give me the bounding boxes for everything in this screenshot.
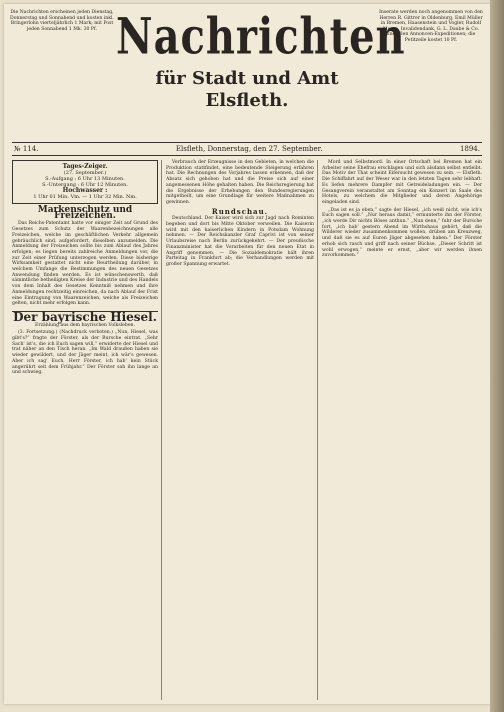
calendar-heading: Tages-Zeiger.	[62, 163, 108, 170]
dateline	[12, 142, 482, 156]
book-spine	[490, 0, 504, 712]
newspaper-subtitle: für Stadt und Amt Elsfleth.	[155, 68, 339, 111]
article-text: Verbrauch der Erzeugnisse in den Gebieten, in welchen die Produktion stattfindet, eine bedeutende Steigerung erfahren hat. Die Rechnungen des Vorjahres lassen erkennen, daß der Absatz sich gehoben hat und die Preise sich auf einer angemessenen Höhe gehalten haben. Die Reichsregierung hat die Ergebnisse der Erhebungen den Bundesregierungen mitgetheilt, um eine Grundlage für weitere Maßnahmen zu gewinnen.	[166, 160, 314, 205]
masthead	[116, 7, 406, 112]
serial-title: Der bayrische Hiesel.	[13, 309, 157, 324]
article-text: Mord und Selbstmord. In einer Ortschaft bei Bremen hat ein Arbeiter seine Ehefrau erschlagen und sich alsdann selbst entleibt. Das Motiv der That scheint Eifersucht gewesen zu sein. — Elsfleth. Die Schiffahrt auf der Weser war in den letzten Tagen sehr lebhaft. Es liefen mehrere Dampfer mit Getreideladungen ein. — Der Gesangverein veranstaltet am Sonntag ein Konzert im Saale des Hotels, zu welchem die Mitglieder und deren Angehörige eingeladen sind.	[322, 160, 482, 205]
calendar-date: (27. September.)	[63, 170, 107, 176]
tide-text: 1 Uhr 01 Min. Vm. — 1 Uhr 32 Min. Nm.	[33, 194, 137, 200]
sunset-text: S.-Untergang : 6 Uhr 12 Minuten.	[42, 182, 128, 188]
serial-text: „Das ist es ja eben,“ sagte der Hiesel, „ich weiß nicht, wie ich's Euch sagen soll.“ „Nur heraus damit,“ ermunterte ihn der Förster, „ich werde Dir nichts Böses anthun.“ „Nun denn,“ fuhr der Bursche fort, „ich hab' gestern Abend im Wirthshaus gehört, daß die Wilderer wieder zusammenkommen wollen, drüben am Kreuzweg, und daß sie es auf Euren Jäger abgesehen haben.“ Der Förster erhob sich rasch und griff nach seiner Büchse. „Dieser Schritt ist wohl erwogen,“ meinte er ernst, „aber wir werden ihnen zuvorkommen.“	[322, 207, 482, 259]
sunrise-text: S.-Aufgang : 6 Uhr 13 Minuten.	[45, 176, 125, 182]
subscription-info: Die Nachrichten erscheinen jeden Dienstag, Donnerstag und Sonnabend und kosten inkl. Bringerlohn vierteljährlich 1 Mark; mit Post jeden Sonnabend 1 Mk. 30 Pf.	[10, 10, 114, 32]
newspaper-title: Nachrichten	[116, 7, 406, 66]
tide-heading: Hochwasser :	[62, 187, 108, 194]
serial-text: (3. Fortsetzung.) (Nachdruck verboten.) „Nun, Hiesel, was gibt's?“ fragte der Förster, als der Bursche eintrat. „Sehr Sach' ist's, die ich Euch sagen will,“ erwiderte der Hiesel und trat näher an den Tisch heran. „Im Wald draußen haben sie wieder gewildert, und der Jäger meint, ich wär's gewesen. Aber ich sag' Euch, Herr Förster, ich hab' kein Stück angerührt seit dem Frühjahr.“ Der Förster sah ihn lange an und schwieg.	[12, 330, 158, 376]
article-text: Deutschland. Der Kaiser wird sich zur Jagd nach Rominten begeben und dort bis Mitte Oktober verweilen. Die Kaiserin wird mit den kaiserlichen Kindern in Potsdam Wohnung nehmen. — Der Reichskanzler Graf Caprivi ist von seiner Urlaubsreise nach Berlin zurückgekehrt. — Der preußische Finanzminister hat die Vorarbeiten für den neuen Etat in Angriff genommen. — Die Sozialdemokratie hält ihren Parteitag in Frankfurt ab; die Verhandlungen werden mit großer Spannung erwartet.	[166, 216, 314, 267]
column-middle	[166, 160, 314, 270]
column-rule	[317, 160, 318, 700]
advertising-info: Inserate werden noch angenommen von den Herren R. Gittrer in Oldenburg, Emil Müller in Bremen, Haasenstein und Vogler, Rudolf Mosse, Invalidendank, G. L. Daube & Co. und allen Annoncen-Expeditionen; die Petitzeile kostet 10 Pf.	[379, 10, 483, 43]
column-rule	[161, 160, 162, 700]
issue-year: 1894.	[459, 145, 480, 153]
article-text: Das Reichs-Patentamt hatte vor einiger Zeit auf Grund des Gesetzes zum Schutz der Waarenbezeichnungen alle Freizeichen, welche im geschäftlichen Verkehr allgemein gebräuchlich sind, aufgefordert, dieselben anzumelden. Die Anmeldung der Freizeichen sollte bis zum Ablauf des Jahres erfolgen; es liegen bereits zahlreiche Anmeldungen vor, die zur Zeit einer Prüfung unterzogen werden. Diese bisherige Wirksamkeit gestattet nicht eine Beurtheilung darüber, in welchem Umfange die Bestimmungen des neuen Gesetzes Anwendung finden werden. Es ist wünschenswerth, daß sämmtliche betheiligten Kreise der Industrie und des Handels von dem Inhalt des Gesetzes Kenntniß nehmen und ihre Anmeldungen rechtzeitig einreichen, da nach Ablauf der Frist eine Eintragung von Waarenzeichen, welche als Freizeichen gelten, nicht mehr erfolgen kann.	[12, 221, 158, 307]
section-title: Rundschau.	[211, 206, 269, 216]
calendar-box	[12, 160, 158, 204]
issue-date: Elsfleth, Donnerstag, den 27. September.	[175, 145, 323, 153]
newspaper-page	[4, 4, 490, 704]
serial-subtitle: Erzählung aus dem bayrischen Volksleben.	[35, 322, 135, 328]
column-right	[322, 160, 482, 261]
issue-number: № 114.	[14, 145, 39, 153]
column-left	[12, 160, 158, 378]
article-title: Markenschutz und Freizeichen.	[37, 205, 133, 221]
